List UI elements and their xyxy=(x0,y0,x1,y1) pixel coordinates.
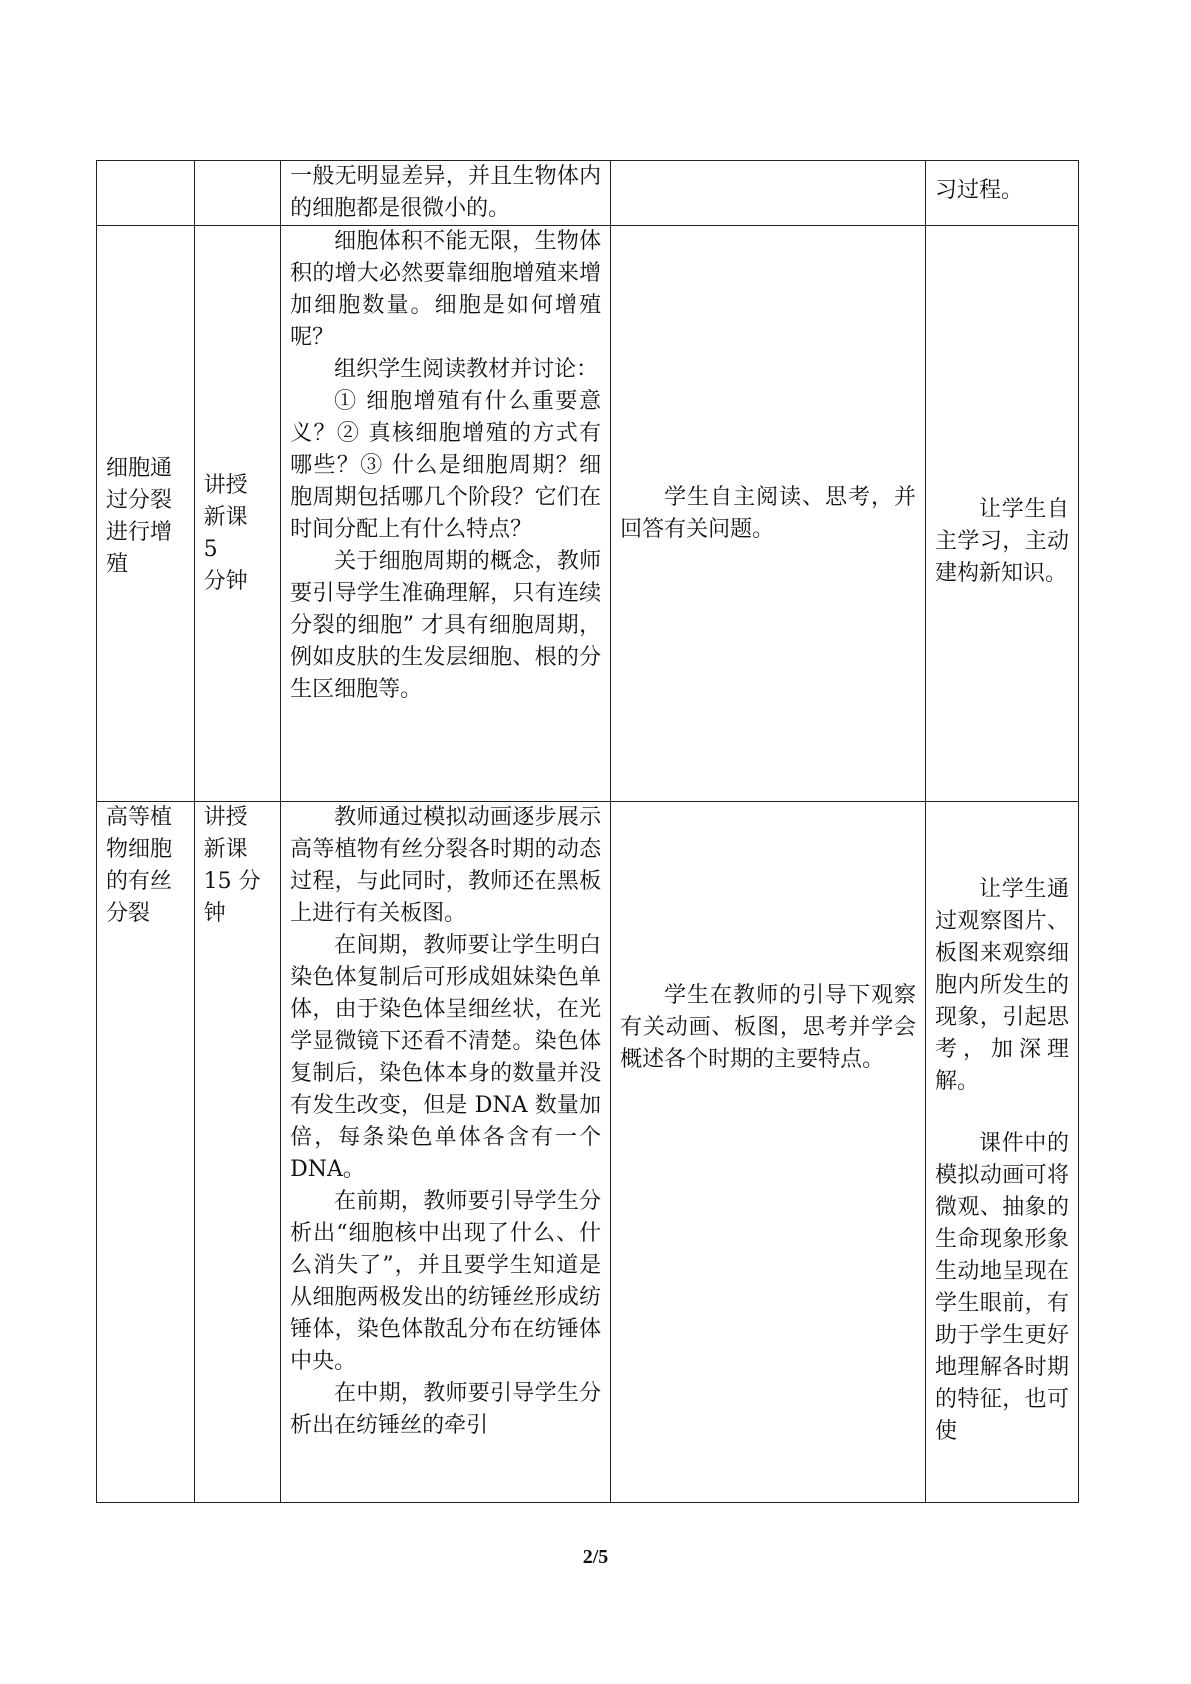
content-paragraph: 组织学生阅读教材并讨论： xyxy=(334,357,599,382)
content-paragraph: 在中期，教师要引导学生分析出在纺锤丝的牵引 xyxy=(290,1381,602,1438)
time-line: 15 分 xyxy=(203,869,261,894)
student-text: 学生在教师的引导下观察有关动画、板图，思考并学会概述各个时期的主要特点。 xyxy=(620,983,917,1072)
topic-line: 进行增 xyxy=(106,519,173,545)
topic-line: 高等植 xyxy=(106,805,173,830)
topic-cell xyxy=(97,802,195,1503)
time-line: 讲授 xyxy=(203,805,248,830)
time-cell xyxy=(194,161,281,226)
table-row xyxy=(97,161,1079,226)
topic-cell xyxy=(97,161,195,226)
teacher-activity-cell xyxy=(281,161,611,226)
page-number: 2/5 xyxy=(582,1546,609,1568)
teacher-activity-cell xyxy=(281,802,611,1503)
design-text: 习过程。 xyxy=(935,178,1024,203)
content-paragraph: 教师通过模拟动画逐步展示高等植物有丝分裂各时期的动态过程，与此同时，教师还在黑板上进行有关板图。 xyxy=(290,805,602,926)
topic-line: 分裂 xyxy=(106,901,151,926)
time-line: 讲授 xyxy=(203,472,248,498)
design-intent-cell xyxy=(926,161,1079,226)
lesson-plan-table xyxy=(96,160,1079,1503)
content-paragraph: ① 细胞增殖有什么重要意义？② 真核细胞增殖的方式有哪些？③ 什么是细胞周期？细胞周期包括哪几个阶段？它们在时间分配上有什么特点？ xyxy=(290,389,602,542)
design-text: 课件中的模拟动画可将微观、抽象的生命现象形象生动地呈现在学生眼前，有助于学生更好地理解各时期的特征，也可使 xyxy=(935,1131,1069,1444)
design-intent-cell xyxy=(926,802,1079,1503)
table-row xyxy=(97,802,1079,1503)
design-text: 让学生通过观察图片、板图来观察细胞内所发生的现象，引起思考，加深理解。 xyxy=(935,877,1069,1094)
time-line: 分钟 xyxy=(203,568,248,594)
student-activity-cell xyxy=(611,802,926,1503)
time-cell xyxy=(194,226,281,802)
content-paragraph: 关于细胞周期的概念，教师要引导学生准确理解，只有连续分裂的细胞” 才具有细胞周期，例如皮肤的生发层细胞、根的分生区细胞等。 xyxy=(290,549,602,702)
table-row xyxy=(97,226,1079,802)
time-line: 新课 xyxy=(203,504,248,530)
content-paragraph: 在前期，教师要引导学生分析出“细胞核中出现了什么、什么消失了”，并且要学生知道是从细胞两极发出的纺锤丝形成纺锤体，染色体散乱分布在纺锤体中央。 xyxy=(290,1189,602,1374)
student-activity-cell xyxy=(611,161,926,226)
time-line: 新课 xyxy=(203,837,248,862)
design-intent-cell xyxy=(926,226,1079,802)
teacher-activity-cell xyxy=(281,226,611,802)
time-line: 钟 xyxy=(203,901,226,926)
time-line: 5 xyxy=(203,536,218,562)
student-text: 学生自主阅读、思考，并回答有关问题。 xyxy=(620,484,917,542)
topic-line: 过分裂 xyxy=(106,487,173,513)
design-text: 让学生自主学习，主动建构新知识。 xyxy=(935,496,1069,586)
student-activity-cell xyxy=(611,226,926,802)
topic-cell xyxy=(97,226,195,802)
topic-line: 殖 xyxy=(106,551,129,577)
time-cell xyxy=(194,802,281,1503)
content-text: 一般无明显差异，并且生物体内的细胞都是很微小的。 xyxy=(290,164,602,221)
topic-line: 细胞通 xyxy=(106,455,173,481)
topic-line: 物细胞 xyxy=(106,837,173,862)
topic-line: 的有丝 xyxy=(106,869,173,894)
content-paragraph: 在间期，教师要让学生明白染色体复制后可形成姐妹染色单体，由于染色体呈细丝状，在光学显微镜下还看不清楚。染色体复制后，染色体本身的数量并没有发生改变，但是 DNA 数量加倍，每条染色单体各含有一个 DNA。 xyxy=(290,933,602,1182)
content-paragraph: 细胞体积不能无限，生物体积的增大必然要靠细胞增殖来增加细胞数量。细胞是如何增殖呢？ xyxy=(290,229,602,350)
